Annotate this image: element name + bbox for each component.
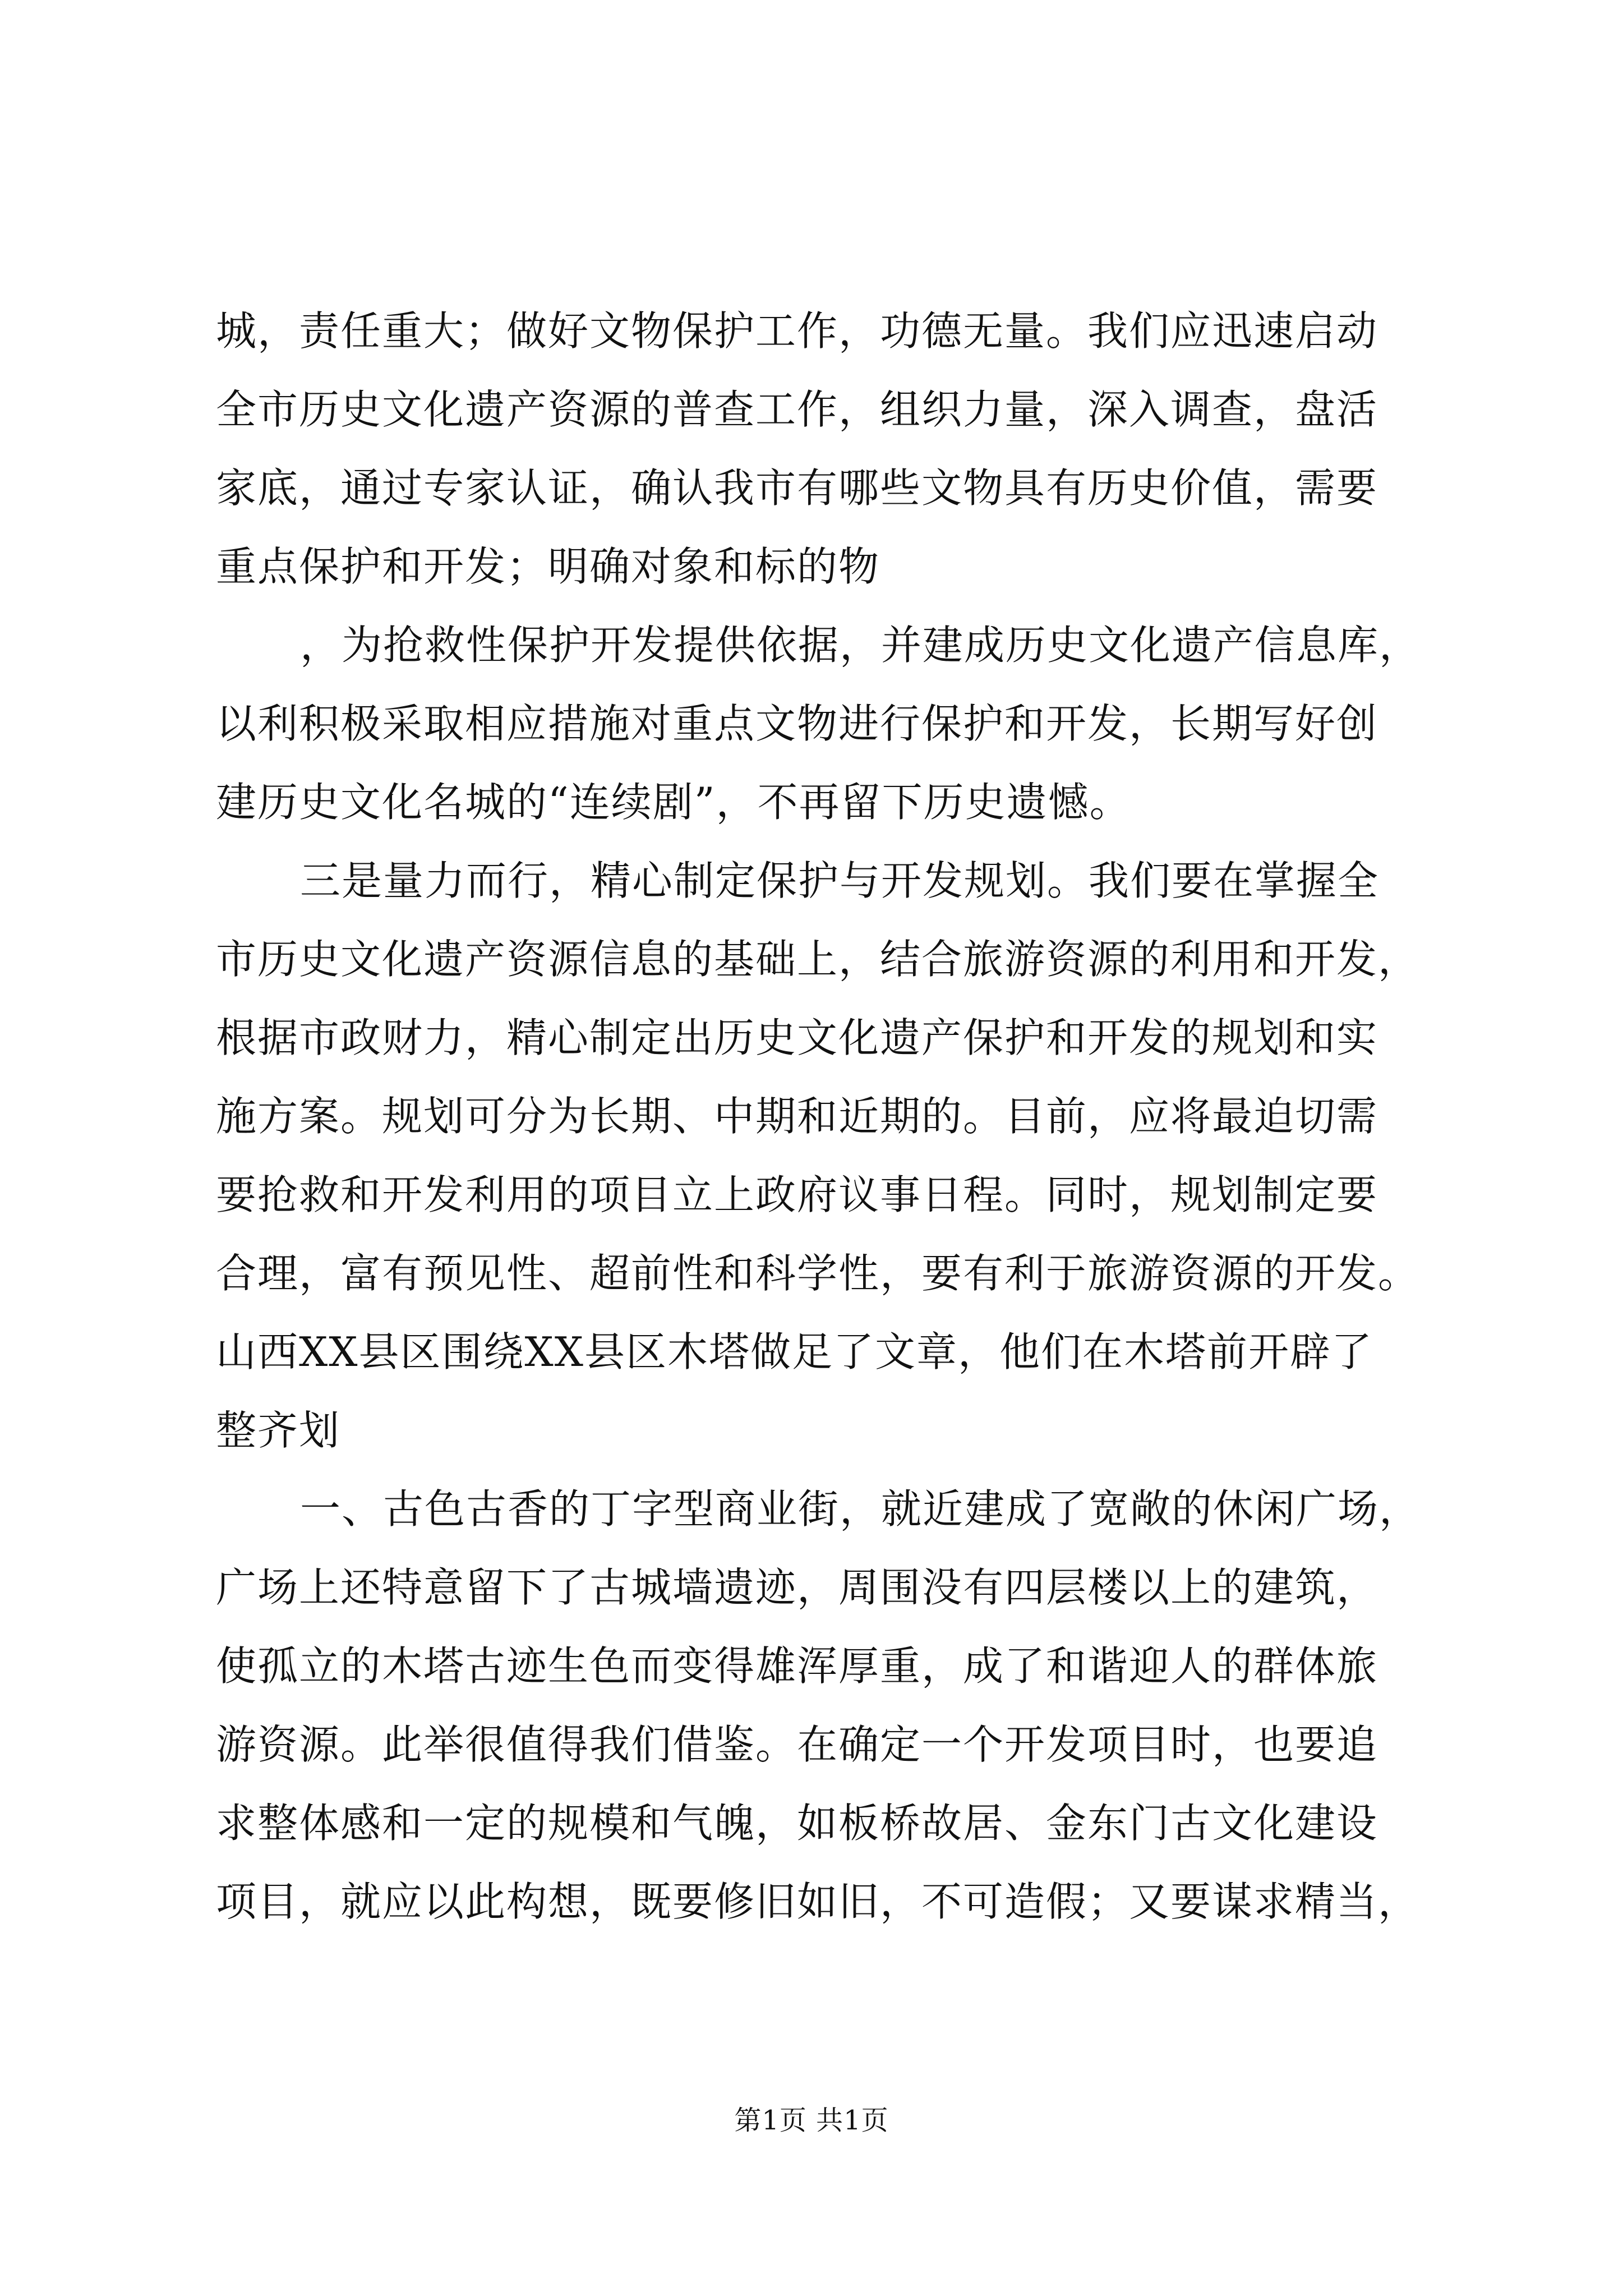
text-line: 家底，通过专家认证，确认我市有哪些文物具有历史价值，需要 bbox=[216, 464, 1378, 512]
text-line: 市历史文化遗产资源信息的基础上，结合旅游资源的利用和开发， bbox=[216, 936, 1420, 983]
text-line: 求整体感和一定的规模和气魄，如板桥故居、金东门古文化建设 bbox=[216, 1800, 1378, 1847]
text-line: 建历史文化名城的“连续剧”，不再留下历史遗憾。 bbox=[216, 779, 1131, 826]
text-line: 游资源。此举很值得我们借鉴。在确定一个开发项目时，也要追 bbox=[216, 1721, 1378, 1768]
text-line: 以利积极采取相应措施对重点文物进行保护和开发，长期写好创 bbox=[216, 700, 1378, 747]
text-line: 施方案。规划可分为长期、中期和近期的。目前，应将最迫切需 bbox=[216, 1093, 1378, 1140]
text-line: 一、古色古香的丁字型商业街，就近建成了宽敞的休闲广场， bbox=[300, 1485, 1421, 1533]
document-body bbox=[216, 292, 1421, 1941]
text-line: 合理，富有预见性、超前性和科学性，要有利于旅游资源的开发。 bbox=[216, 1250, 1420, 1297]
text-line: 要抢救和开发利用的项目立上政府议事日程。同时，规划制定要 bbox=[216, 1171, 1378, 1218]
text-line: ，为抢救性保护开发提供依据，并建成历史文化遗产信息库， bbox=[300, 622, 1421, 669]
text-line: 整齐划 bbox=[216, 1407, 341, 1454]
text-line: 山西XX县区围绕XX县区木塔做足了文章，他们在木塔前开辟了 bbox=[216, 1328, 1373, 1375]
text-line: 重点保护和开发；明确对象和标的物 bbox=[216, 543, 880, 590]
text-line: 全市历史文化遗产资源的普查工作，组织力量，深入调查，盘活 bbox=[216, 386, 1378, 433]
text-line: 广场上还特意留下了古城墙遗迹，周围没有四层楼以上的建筑， bbox=[216, 1564, 1378, 1611]
text-line: 项目，就应以此构想，既要修旧如旧，不可造假；又要谋求精当， bbox=[216, 1878, 1420, 1925]
text-line: 使孤立的木塔古迹生色而变得雄浑厚重，成了和谐迎人的群体旅 bbox=[216, 1642, 1378, 1690]
text-line: 三是量力而行，精心制定保护与开发规划。我们要在掌握全 bbox=[300, 857, 1380, 904]
text-line: 城，责任重大；做好文物保护工作，功德无量。我们应迅速启动 bbox=[216, 307, 1378, 355]
text-line: 根据市政财力，精心制定出历史文化遗产保护和开发的规划和实 bbox=[216, 1014, 1378, 1061]
page-number-footer: 第1页 共1页 bbox=[734, 2105, 889, 2136]
